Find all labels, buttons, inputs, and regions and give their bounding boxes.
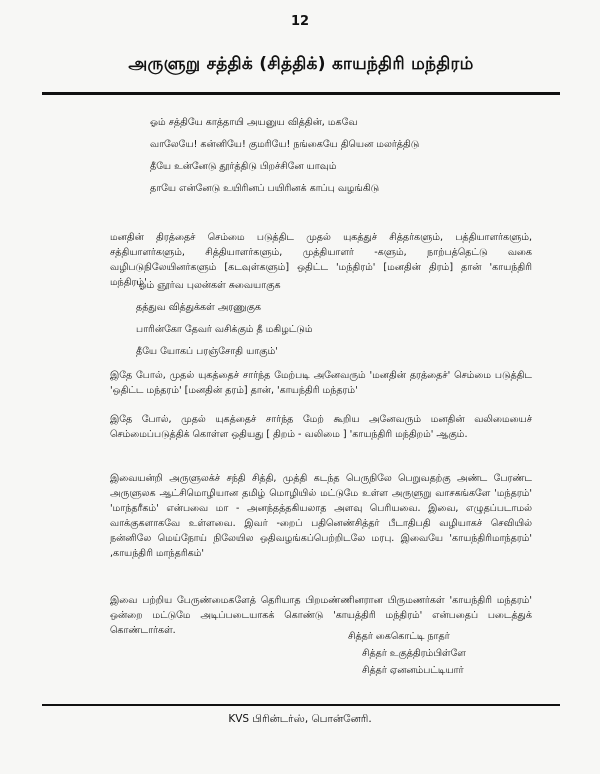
paragraph-2: இதே போல், முதல் யுகத்தைச் சார்ந்த மேற்படி அனேவரும் 'மனதின் தரத்தைச்' செம்மை படுத்திட 'ஒதிட்ட மந்தரம்' [மனதின் தரம்] தான், 'காயந்திரி மந்தரம்' [110,370,532,396]
printer-footer: KVS பிரின்டர்ஸ், பொன்னேரி. [228,713,372,725]
verse-line: தாயே என்னேடு உயிரினப் பயிரினக் காப்பு வழங்கிடு [150,183,380,194]
verse-block-1 [150,112,419,200]
signature-line: சித்தர் உகுத்திரம்பிள்ளே [362,648,466,659]
verse-line: 'ஓம் ஞூர்வ புலன்கள் சுவையாகுக [136,280,281,291]
signature-line: சித்தர் கைகொட்டி நாதர் [348,631,450,642]
paragraph-3: இதே போல், முதல் யுகத்தைச் சார்ந்த மேற் கூறிய அனேவரும் மனதின் வலிமையைச் செம்மைப்படுத்திக் கொள்ள ஒதியது [ திறம் - வலிமை ] 'காயந்திரி மந்திறம்' ஆகும். [110,414,532,440]
footer-rule [42,704,560,706]
verse-line: வாலேயே! கன்னியே! குமரியே! நங்கையே தியென மலர்த்திடு [150,139,420,150]
paragraph-4: இவையன்றி அருளுலக்ச் சந்தி சித்தி, முத்தி கடந்த பெருநிலே பெறுவதற்கு அண்ட பேரண்ட அருளுலக ஆட்சிமொழியான தமிழ் மொழியில் மட்டுமே உள்ள அருளுறு வாசகங்களே 'மந்தரம்' 'மாந்தரீகம்' என்பவை மா - அனந்தத்தகியலாத அளவு பெரியவை. இவை, எழுதப்படாமல் வாக்குகளாகவே உள்ளவை. இவர் -றைப் பதினெண்சித்தர் பீடாதிபதி வழியாகச் செவியில் நன்னிலே மெய்நோய் நிலேயில ஒதிவழங்கப்பெற்றிடலே மரபு. இவையே 'காயந்திரிமாந்தரம்' ,காயந்திரி மாந்தரிகம்' [110,473,532,559]
verse-block-2 [136,275,313,363]
verse-line: தீயே யோகப் பரஞ்சோதி யாகும்' [136,346,278,357]
verse-line: ஓம் சத்தியே காத்தாயி அயனுய வித்தின், மகவே [150,117,358,128]
verse-line: தீயே உன்னேடு தூர்த்திடு பிறச்சினே யாவும் [150,161,337,172]
page-number: 12 [290,14,310,29]
verse-line: பாரின்கோ தேவர் வசிக்கும் தீ மகிழட்டும் [136,324,313,335]
verse-line: தத்துவ வித்துக்கள் அரணுகுக [136,302,261,313]
signature-line: சித்தர் ஏனனம்பட்டியார் [362,665,464,676]
paragraph-1: மனதின் திரத்தைச் செம்மை படுத்திட முதல் யுகத்துச் சித்தர்களும், பத்தியாளர்களும், சத்தியாளர்களும், சித்தியாளர்களும், முத்தியாளர் -களும், நாற்பத்தெட்டு வகை வழிபடுநிலேயினர்களும் [கடவுள்களும்] ஒதிட்ட 'மந்திரம்' [மனதின் திரம்] தான் 'காயந்திரி மந்திரம்' [110,232,532,288]
title-underline [42,92,560,95]
paragraph-5: இவை பற்றிய பேருண்மைகளேத் தெரியாத பிறமண்ணினரான பிருமணர்கள் 'காயந்திரி மந்தரம்' ஒன்றை மட்டுமே அடிப்படையாகக் கொண்டு 'காயத்திரி மந்திரம்' என்பதைப் படைத்துக் கொண்டார்கள். [110,595,532,636]
page-title: அருளுறு சத்திக் (சித்திக்) காயந்திரி மந்திரம் [128,54,474,74]
signature-block [348,628,466,679]
